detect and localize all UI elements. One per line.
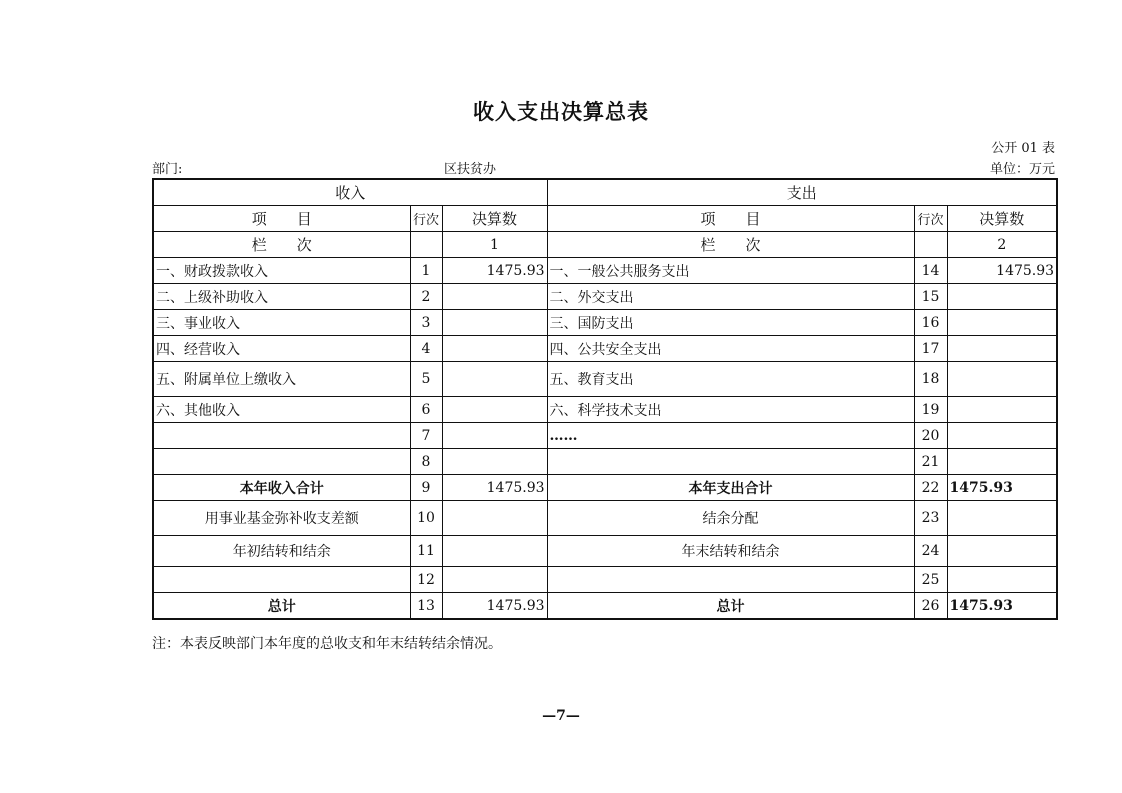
page-number: —7—: [542, 708, 580, 724]
expense-item: [547, 449, 914, 475]
income-item: 二、上级补助收入: [153, 284, 410, 310]
expense-amount-header: 决算数: [947, 206, 1057, 232]
table-row: [153, 449, 1057, 475]
unit-label: 单位：万元: [989, 162, 1055, 177]
income-line: 13: [410, 593, 442, 620]
expense-item: 六、科学技术支出: [547, 397, 914, 423]
income-expense-table: [152, 178, 1058, 620]
expense-item: 三、国防支出: [547, 310, 914, 336]
income-line: 12: [410, 567, 442, 593]
expense-line: 20: [914, 423, 947, 449]
table-row: [153, 536, 1057, 567]
expense-amount: [947, 362, 1057, 397]
form-number: 公开 01 表: [991, 141, 1055, 156]
expense-item: 四、公共安全支出: [547, 336, 914, 362]
expense-line: 19: [914, 397, 947, 423]
expense-line: 16: [914, 310, 947, 336]
income-item-header: 项 目: [153, 206, 410, 232]
income-amount: [442, 310, 547, 336]
expense-amount: [947, 567, 1057, 593]
income-amount: [442, 449, 547, 475]
table-row: [153, 593, 1057, 620]
expense-item: 年末结转和结余: [547, 536, 914, 567]
income-amount: [442, 284, 547, 310]
expense-line: 22: [914, 475, 947, 501]
income-amount: [442, 536, 547, 567]
income-column-line-blank: [410, 232, 442, 258]
income-amount: [442, 336, 547, 362]
income-line: 6: [410, 397, 442, 423]
expense-line-header: 行次: [914, 206, 947, 232]
income-item: 六、其他收入: [153, 397, 410, 423]
income-item: 本年收入合计: [153, 475, 410, 501]
expense-header: 支出: [547, 179, 1057, 206]
expense-item: 一、一般公共服务支出: [547, 258, 914, 284]
department-name: 区扶贫办: [444, 162, 497, 177]
income-line-header: 行次: [410, 206, 442, 232]
income-line: 4: [410, 336, 442, 362]
table-row: [153, 284, 1057, 310]
expense-amount: 1475.93: [947, 475, 1057, 501]
income-column-label: 栏 次: [153, 232, 410, 258]
income-line: 3: [410, 310, 442, 336]
expense-item: 结余分配: [547, 501, 914, 536]
income-line: 8: [410, 449, 442, 475]
expense-item: 本年支出合计: [547, 475, 914, 501]
income-item: 三、事业收入: [153, 310, 410, 336]
table-row: [153, 501, 1057, 536]
expense-line: 23: [914, 501, 947, 536]
income-line: 11: [410, 536, 442, 567]
income-line: 7: [410, 423, 442, 449]
income-amount: [442, 423, 547, 449]
income-item: 四、经营收入: [153, 336, 410, 362]
income-line: 2: [410, 284, 442, 310]
expense-column-line-blank: [914, 232, 947, 258]
income-amount: [442, 362, 547, 397]
expense-amount: [947, 397, 1057, 423]
expense-line: 24: [914, 536, 947, 567]
expense-amount: [947, 336, 1057, 362]
table-row: [153, 310, 1057, 336]
income-line: 1: [410, 258, 442, 284]
income-amount: 1475.93: [442, 475, 547, 501]
expense-item: 二、外交支出: [547, 284, 914, 310]
page-title: 收入支出决算总表: [473, 99, 649, 124]
income-item: [153, 449, 410, 475]
expense-line: 15: [914, 284, 947, 310]
expense-line: 14: [914, 258, 947, 284]
table-row: [153, 567, 1057, 593]
expense-amount: [947, 449, 1057, 475]
expense-line: 18: [914, 362, 947, 397]
expense-amount: [947, 310, 1057, 336]
income-amount: [442, 397, 547, 423]
table-row: [153, 423, 1057, 449]
expense-amount: [947, 501, 1057, 536]
income-amount: 1475.93: [442, 593, 547, 620]
income-item: 总计: [153, 593, 410, 620]
income-item: 用事业基金弥补收支差额: [153, 501, 410, 536]
expense-line: 26: [914, 593, 947, 620]
expense-line: 17: [914, 336, 947, 362]
expense-column-label: 栏 次: [547, 232, 914, 258]
table-row: [153, 475, 1057, 501]
expense-item: [547, 567, 914, 593]
footnote: 注：本表反映部门本年度的总收支和年末结转结余情况。: [152, 636, 502, 652]
table-row: [153, 362, 1057, 397]
income-item: 一、财政拨款收入: [153, 258, 410, 284]
income-line: 5: [410, 362, 442, 397]
expense-item-header: 项 目: [547, 206, 914, 232]
expense-amount: 1475.93: [947, 593, 1057, 620]
expense-amount: [947, 423, 1057, 449]
income-amount: 1475.93: [442, 258, 547, 284]
expense-line: 21: [914, 449, 947, 475]
expense-item: 五、教育支出: [547, 362, 914, 397]
table-row: [153, 397, 1057, 423]
expense-item: 总计: [547, 593, 914, 620]
income-line: 9: [410, 475, 442, 501]
income-column-number: 1: [442, 232, 547, 258]
income-item: 五、附属单位上缴收入: [153, 362, 410, 397]
table-row: [153, 258, 1057, 284]
expense-amount: [947, 284, 1057, 310]
expense-column-number: 2: [947, 232, 1057, 258]
income-amount: [442, 501, 547, 536]
expense-amount: 1475.93: [947, 258, 1057, 284]
expense-item: ……: [547, 423, 914, 449]
department-label: 部门:: [152, 162, 183, 177]
income-item: [153, 423, 410, 449]
income-line: 10: [410, 501, 442, 536]
table-row: [153, 336, 1057, 362]
income-amount-header: 决算数: [442, 206, 547, 232]
income-header: 收入: [153, 179, 547, 206]
expense-amount: [947, 536, 1057, 567]
income-item: [153, 567, 410, 593]
income-amount: [442, 567, 547, 593]
expense-line: 25: [914, 567, 947, 593]
income-item: 年初结转和结余: [153, 536, 410, 567]
